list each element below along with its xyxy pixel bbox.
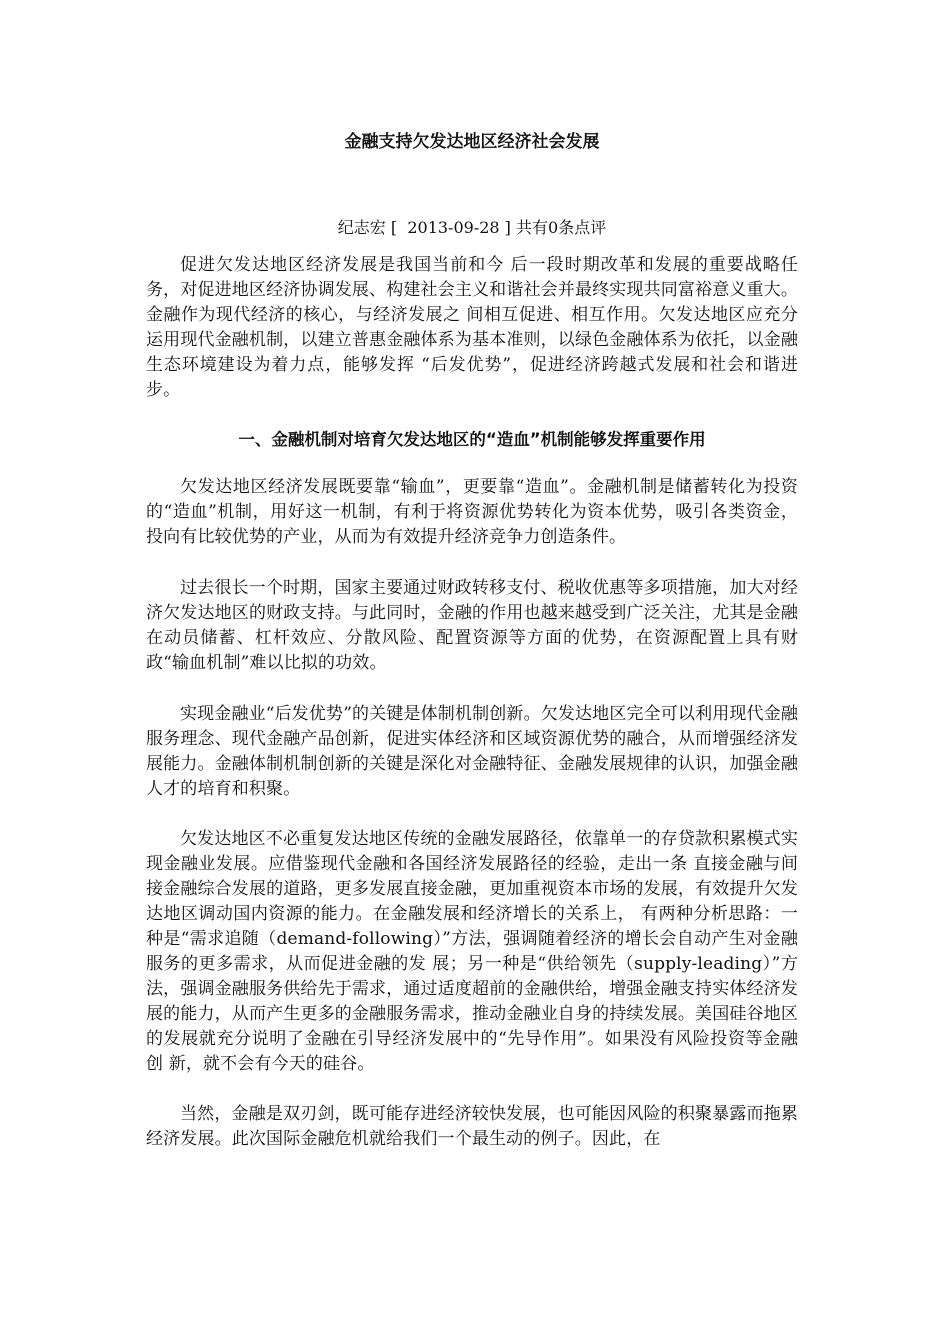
section-heading-1: 一、金融机制对培育欠发达地区的“造血”机制能够发挥重要作用 bbox=[238, 430, 706, 450]
article-byline bbox=[146, 216, 798, 240]
date-close-bracket: ] bbox=[504, 218, 511, 237]
paragraph-4: 欠发达地区不必重复发达地区传统的金融发展路径，依靠单一的存贷款积累模式实现金融业发展。应借鉴现代金融和各国经济发展路径的经验，走出一条 直接金融与间接金融综合发展的道路，更多发展直接金融，更加重视资本市场的发展，有效提升欠发达地区调动国内资源的能力。在金融发展和经济增长的关系上， 有两种分析思路：一种是“需求追随（demand-following）”方法，强调随着经济的增长会自动产生对金融服务的更多需求，从而促进金融的发 展；另一种是“供给领先（supply-leading）”方法，强调金融服务供给先于需求，通过适度超前的金融供给，增强金融支持实体经济发展的能力，从而产生更多的金融服务需求，推动金融业自身的持续发展。美国硅谷地区的发展就充分说明了金融在引导经济发展中的“先导作用”。如果没有风险投资等金融创 新，就不会有今天的硅谷。 bbox=[146, 829, 798, 1074]
paragraph-1: 欠发达地区经济发展既要靠“输血”，更要靠“造血”。金融机制是储蓄转化为投资的“造血”机制，用好这一机制，有利于将资源优势转化为资本优势，吸引各类资金，投向有比较优势的产业，从而为有效提升经济竞争力创造条件。 bbox=[146, 477, 798, 548]
publish-date: 2013-09-28 bbox=[407, 218, 500, 237]
paragraph-5: 当然，金融是双刃剑，既可能存进经济较快发展，也可能因风险的积聚暴露而拖累经济发展。此次国际金融危机就给我们一个最生动的例子。因此，在 bbox=[146, 1104, 798, 1150]
article-body bbox=[146, 253, 798, 1178]
date-open-bracket: [ bbox=[390, 218, 398, 237]
paragraph-2: 过去很长一个时期，国家主要通过财政转移支付、税收优惠等多项措施，加大对经济欠发达地区的财政支持。与此同时，金融的作用也越来越受到广泛关注，尤其是金融在动员储蓄、杠杆效应、分散风险、配置资源等方面的优势，在资源配置上具有财政“输血机制”难以比拟的功效。 bbox=[146, 578, 798, 673]
paragraph-3: 实现金融业“后发优势”的关键是体制机制创新。欠发达地区完全可以利用现代金融服务理念、现代金融产品创新，促进实体经济和区域资源优势的融合，从而增强经济发展能力。金融体制机制创新的关键是深化对金融特征、金融发展规律的认识，加强金融人才的培育和积聚。 bbox=[146, 703, 798, 799]
article-title: 金融支持欠发达地区经济社会发展 bbox=[344, 132, 600, 152]
author-name: 纪志宏 bbox=[337, 218, 386, 237]
intro-paragraph: 促进欠发达地区经济发展是我国当前和今 后一段时期改革和发展的重要战略任务，对促进地区经济协调发展、构建社会主义和谐社会并最终实现共同富裕意义重大。金融作为现代经济的核心，与经济发展之 间相互促进、相互作用。欠发达地区应充分运用现代金融机制，以建立普惠金融体系为基本准则，以绿色金融体系为依托，以金融生态环境建设为着力点，能够发挥 “后发优势”，促进经济跨越式发展和社会和谐进步。 bbox=[146, 255, 798, 400]
comment-count: 共有0条点评 bbox=[516, 218, 607, 237]
